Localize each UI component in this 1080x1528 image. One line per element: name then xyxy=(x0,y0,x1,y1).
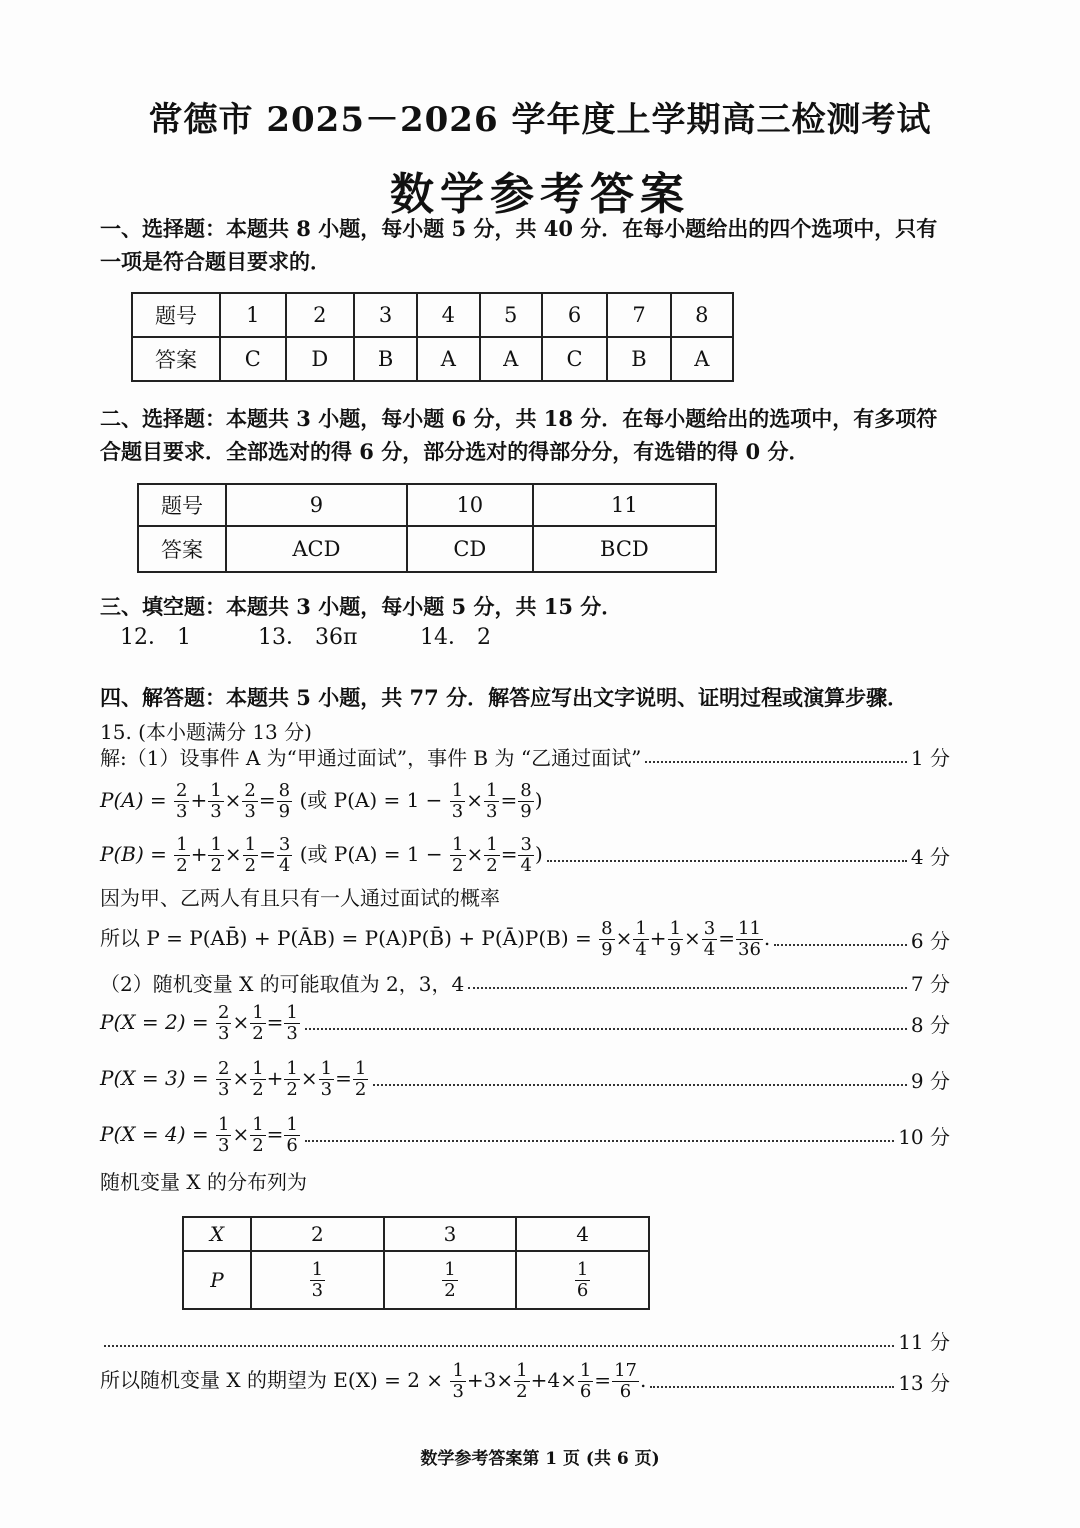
table-row-label: X xyxy=(183,1217,251,1251)
answer-cell: C xyxy=(542,337,608,381)
answer-cell: CD xyxy=(407,526,533,572)
section1-intro: 一、选择题：本题共 8 小题，每小题 5 分，共 40 分．在每小题给出的四个选项中，只有 一项是符合题目要求的． xyxy=(100,216,938,274)
table-row-label: 答案 xyxy=(132,337,220,381)
page-footer: 数学参考答案第 1 页 (共 6 页) xyxy=(420,1449,660,1469)
question-number: 11 xyxy=(533,484,716,526)
answer-cell: A xyxy=(417,337,479,381)
answer-cell: A xyxy=(480,337,542,381)
section2-intro: 二、选择题：本题共 3 小题，每小题 6 分，共 18 分．在每小题给出的选项中，有多项符 合题目要求．全部选对的得 6 分，部分选对的得部分分，有选错的得 0 分． xyxy=(100,406,938,464)
fill-answer-12: 12． 1 xyxy=(120,625,191,650)
p-value-cell: $\frac{1}{2}$ xyxy=(384,1251,517,1309)
answer-cell: B xyxy=(354,337,417,381)
x-value-cell: 3 xyxy=(384,1217,517,1251)
question-number: 1 xyxy=(220,293,286,337)
solution-line: 11 分 xyxy=(100,1322,950,1358)
x-value-cell: 4 xyxy=(516,1217,649,1251)
answer-cell: B xyxy=(607,337,670,381)
multi-choice-answer-table xyxy=(137,483,717,573)
question-number: 10 xyxy=(407,484,533,526)
solution-line: P(X = 3) = $\frac{2}{3}$ × $\frac{1}{2}$ + $\frac{1}{2}$ × $\frac{1}{3}$ = $\frac{1}{2}$ 9 分 xyxy=(100,1057,950,1100)
question-number: 4 xyxy=(417,293,479,337)
answer-cell: D xyxy=(286,337,354,381)
fill-answer-13: 13． 36π xyxy=(258,625,358,650)
p-value-cell: $\frac{1}{3}$ xyxy=(251,1251,384,1309)
question-number: 9 xyxy=(226,484,407,526)
answer-cell: ACD xyxy=(226,526,407,572)
question-number: 8 xyxy=(671,293,733,337)
question-number: 2 xyxy=(286,293,354,337)
distribution-table xyxy=(182,1216,650,1310)
fill-answer-14: 14． 2 xyxy=(420,625,491,650)
section4-intro: 四、解答题：本题共 5 小题，共 77 分．解答应写出文字说明、证明过程或演算步骤． xyxy=(100,685,909,710)
p-value-cell: $\frac{1}{6}$ xyxy=(516,1251,649,1309)
question-number: 7 xyxy=(607,293,670,337)
table-row-label: P xyxy=(183,1251,251,1309)
choice-answer-table xyxy=(131,292,734,382)
table-row-label: 题号 xyxy=(132,293,220,337)
solution-line: P(X = 2) = $\frac{2}{3}$ × $\frac{1}{2}$ = $\frac{1}{3}$ 8 分 xyxy=(100,1001,950,1044)
page-title: 数学参考答案 xyxy=(390,169,690,220)
q15-title: 15. (本小题满分 13 分) xyxy=(100,720,312,744)
question-number: 5 xyxy=(480,293,542,337)
table-row-label: 答案 xyxy=(138,526,226,572)
solution-line: 所以随机变量 X 的期望为 E(X) = 2 × $\frac{1}{3}$ +3× $\frac{1}{2}$ +4× $\frac{1}{6}$ = $\frac{17}{6}$ . 13 分 xyxy=(100,1359,950,1402)
answer-cell: C xyxy=(220,337,286,381)
section3-intro: 三、填空题：本题共 3 小题，每小题 5 分，共 15 分． xyxy=(100,594,623,619)
solution-line: 随机变量 X 的分布列为 xyxy=(100,1169,307,1194)
question-number: 6 xyxy=(542,293,608,337)
solution-line: P(X = 4) = $\frac{1}{3}$ × $\frac{1}{2}$ = $\frac{1}{6}$ 10 分 xyxy=(100,1113,950,1156)
solution-line: 所以 P = P(AB̄) + P(ĀB) = P(A)P(B̄) + P(Ā)P(B) = $\frac{8}{9}$ × $\frac{1}{4}$ + $\frac{1}{9}$ × $\frac{3}{4}$ = $\frac{11}{36}$ . 6 分 xyxy=(100,917,950,960)
table-row-label: 题号 xyxy=(138,484,226,526)
solution-line: （2）随机变量 X 的可能取值为 2，3，4 7 分 xyxy=(100,971,950,996)
x-value-cell: 2 xyxy=(251,1217,384,1251)
solution-line: P(A) = $\frac{2}{3}$ + $\frac{1}{3}$ × $\frac{2}{3}$ = $\frac{8}{9}$ (或 P(A) = 1 − $\frac{1}{3}$ × $\frac{1}{3}$ = $\frac{8}{9}$ ) xyxy=(100,779,543,822)
exam-title: 常德市 2025－2026 学年度上学期高三检测考试 xyxy=(148,100,932,140)
question-number: 3 xyxy=(354,293,417,337)
answer-cell: A xyxy=(671,337,733,381)
solution-line: P(B) = $\frac{1}{2}$ + $\frac{1}{2}$ × $\frac{1}{2}$ = $\frac{3}{4}$ (或 P(A) = 1 − $\frac{1}{2}$ × $\frac{1}{2}$ = $\frac{3}{4}$ ) 4 分 xyxy=(100,833,950,876)
answer-cell: BCD xyxy=(533,526,716,572)
solution-line: 因为甲、乙两人有且只有一人通过面试的概率 xyxy=(100,885,500,910)
solution-line: 解:（1）设事件 A 为“甲通过面试”，事件 B 为 “乙通过面试” 1 分 xyxy=(100,745,950,770)
